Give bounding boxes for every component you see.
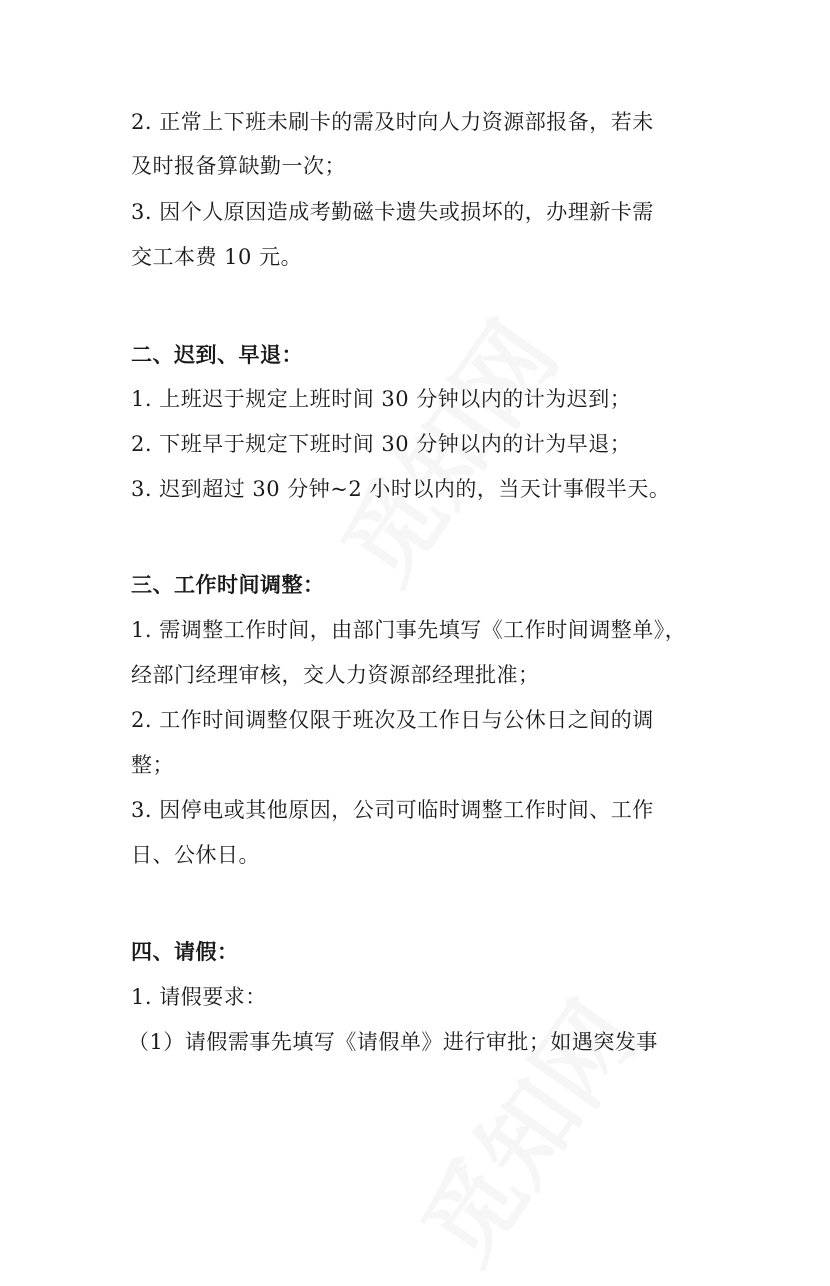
body-text-line: 3. 因停电或其他原因，公司可临时调整工作时间、工作 <box>131 798 654 822</box>
body-text-line: 2. 下班早于规定下班时间 30 分钟以内的计为早退； <box>131 432 632 456</box>
body-text-line: 2. 工作时间调整仅限于班次及工作日与公休日之间的调 <box>131 708 654 732</box>
body-text-line: 日、公休日。 <box>131 843 260 867</box>
section-heading: 四、请假： <box>131 940 239 964</box>
body-text-line: 及时报备算缺勤一次； <box>131 154 346 178</box>
watermark <box>385 971 662 1285</box>
section-heading: 三、工作时间调整： <box>131 573 325 597</box>
body-text-line: 1. 需调整工作时间，由部门事先填写《工作时间调整单》， <box>131 618 687 642</box>
body-text-line: 经部门经理审核，交人力资源部经理批准； <box>131 663 540 687</box>
body-text-line: 整； <box>131 753 174 777</box>
body-text-line: 1. 请假要求： <box>131 985 267 1009</box>
body-text-line: 3. 迟到超过 30 分钟~2 小时以内的，当天计事假半天。 <box>131 477 671 501</box>
body-text-line: 3. 因个人原因造成考勤磁卡遗失或损坏的，办理新卡需 <box>131 200 654 224</box>
body-text-line: 2. 正常上下班未刷卡的需及时向人力资源部报备，若未 <box>131 110 654 134</box>
body-text-line: 交工本费 10 元。 <box>131 245 303 269</box>
body-text-line: 1. 上班迟于规定上班时间 30 分钟以内的计为迟到； <box>131 387 632 411</box>
section-heading: 二、迟到、早退： <box>131 343 303 367</box>
body-text-line: （1）请假需事先填写《请假单》进行审批；如遇突发事 <box>128 1030 658 1054</box>
